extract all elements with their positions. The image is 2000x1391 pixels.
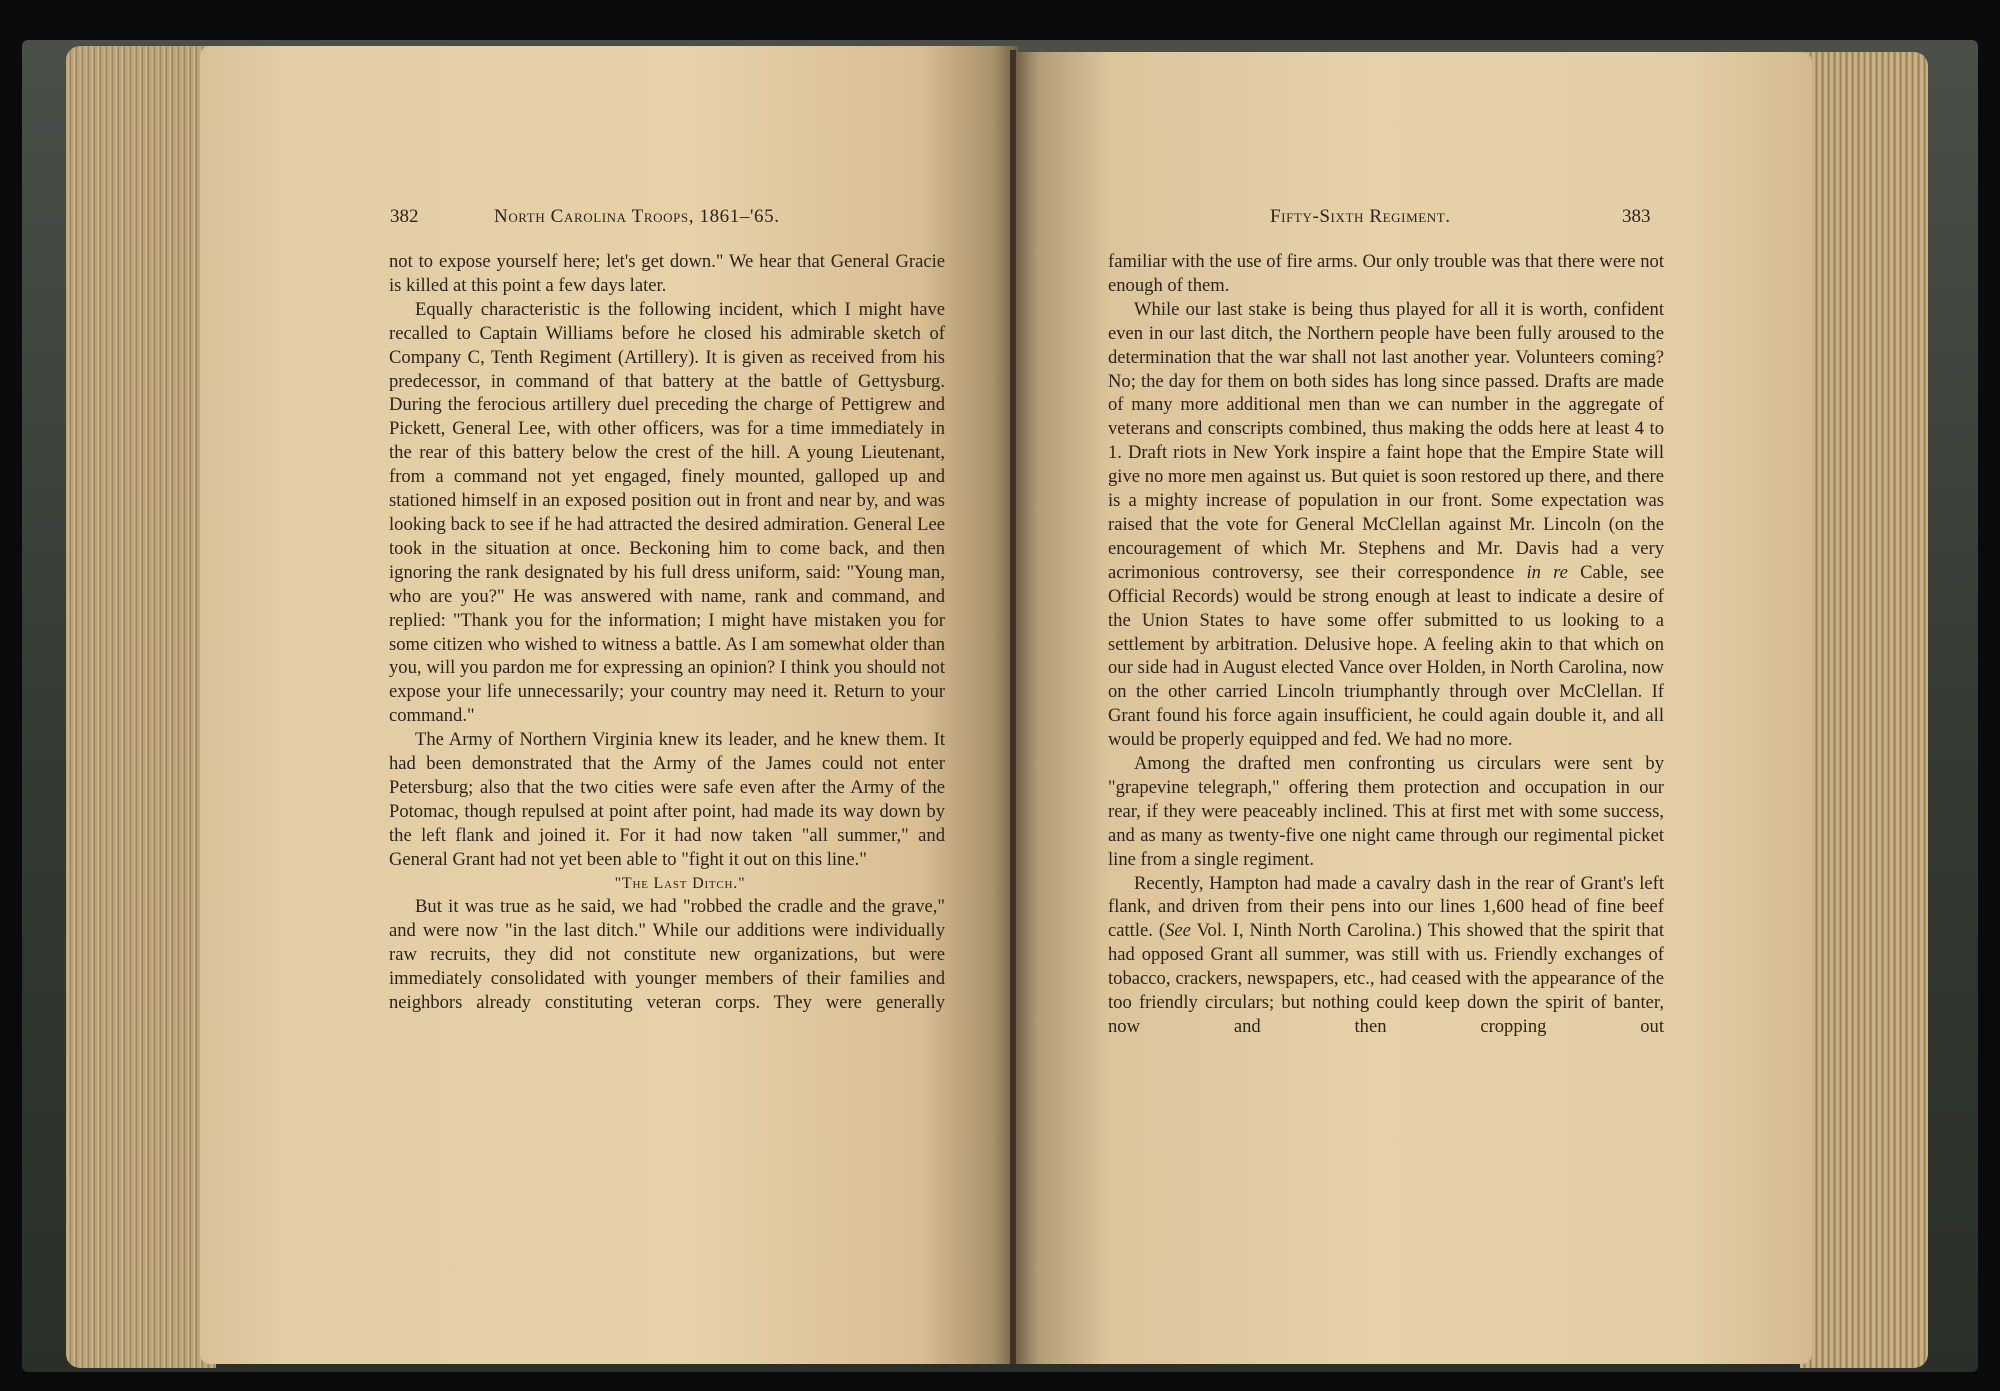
paragraph: But it was true as he said, we had "robbed the cradle and the grave," and were now "in the last ditch." While our additions were individually raw recruits, they did not constitute new organizations, but were immediately consolidated with younger members of their families and neighbors already constituting veteran corps. They were generally	[389, 896, 945, 1014]
paragraph: not to expose yourself here; let's get down." We hear that General Gracie is killed at this point a few days later.	[389, 251, 945, 296]
paragraph: Among the drafted men confronting us circulars were sent by "grapevine telegraph," offering them protection and occupation in our rear, if they were peaceably inclined. This at first met with some success, and as many as twenty-five one night came through our regimental picket line from a single regiment.	[1108, 753, 1664, 870]
right-running-title: Fifty-Sixth Regiment.	[1270, 206, 1451, 227]
book-gutter	[1010, 50, 1016, 1364]
section-heading: "The Last Ditch."	[614, 874, 746, 892]
paragraph	[1108, 872, 1664, 1039]
paragraph: familiar with the use of fire arms. Our only trouble was that there were not enough of them.	[1108, 251, 1664, 296]
left-page-number: 382	[390, 206, 419, 227]
paragraph: The Army of Northern Virginia knew its leader, and he knew them. It had been demonstrated that the Army of the James could not enter Petersburg; also that the two cities were safe even after the Army of the Potomac, though repulsed at point after point, had made its way down by the left flank and joined it. For it had now taken "all summer," and General Grant had not yet been able to "fight it out on this line."	[389, 729, 945, 870]
paragraph	[1108, 298, 1664, 752]
left-page-text	[389, 250, 945, 1015]
right-page-number: 383	[1622, 206, 1651, 227]
paragraph: Equally characteristic is the following incident, which I might have recalled to Captain Williams before he closed his admirable sketch of Company C, Tenth Regiment (Artillery). It is given as received from his predecessor, in command of that battery at the battle of Gettysburg. During the ferocious artillery duel preceding the charge of Pettigrew and Pickett, General Lee, with other officers, was for a time immediately in the rear of this battery below the crest of the hill. A young Lieutenant, from a command not yet engaged, finely mounted, galloped up and stationed himself in an exposed position out in front and near by, and was looking back to see if he had attracted the desired admiration. General Lee took in the situation at once. Beckoning him to come back, and then ignoring the rank designated by his full dress uniform, said: "Young man, who are you?" He was answered with name, rank and command, and replied: "Thank you for the information; I might have mistaken you for some citizen who wished to witness a battle. As I am somewhat older than you, will you pardon me for expressing an opinion? I think you should not expose your life unnecessarily; your country may need it. Return to your command."	[389, 298, 945, 727]
paragraph-text: Recently, Hampton had made a cavalry dash in the rear of Grant's left flank, and driven from their pens into our lines 1,600 head of fine beef cattle. (	[1108, 872, 1664, 942]
italic-text: in re	[1526, 561, 1568, 583]
right-page-text	[1108, 250, 1664, 1039]
paragraph-text: While our last stake is being thus played for all it is worth, confident even in our last ditch, the Northern people have been fully aroused to the determination that the war shall not last another year. Volunteers coming? No; the day for them on both sides has long since passed. Drafts are made of many more additional men than we can number in the aggregate of veterans and conscripts combined, thus making the odds here at least 4 to 1. Draft riots in New York inspire a faint hope that the Empire State will give no more men against us. But quiet is soon restored up there, and there is a mighty increase of population in our front. Some expectation was raised that the vote for General McClellan against Mr. Lincoln (on the encouragement of which Mr. Stephens and Mr. Davis had a very acrimonious controversy, see their correspondence	[1108, 298, 1664, 583]
left-running-title: North Carolina Troops, 1861–'65.	[494, 206, 780, 227]
page-edges-right	[1800, 52, 1928, 1368]
paragraph-text: Cable, see Official Records) would be strong enough at least to indicate a desire of the Union States to have some offer submitted to us looking to a settlement by arbitration. Delusive hope. A feeling akin to that which on our side had in August elected Vance over Holden, in North Carolina, now on the other carried Lincoln triumphantly through over McClellan. If Grant found his force again insufficient, he could again double it, and all would be properly equipped and fed. We had no more.	[1108, 561, 1664, 751]
italic-text: See	[1165, 920, 1191, 942]
page-edges-left	[66, 46, 216, 1368]
paragraph-text: Vol. I, Ninth North Carolina.) This showed that the spirit that had opposed Grant all summer, was still with us. Friendly exchanges of tobacco, crackers, newspapers, etc., had ceased with the appearance of the too friendly circulars; but nothing could keep down the spirit of banter, now and then cropping out	[1108, 920, 1665, 1037]
